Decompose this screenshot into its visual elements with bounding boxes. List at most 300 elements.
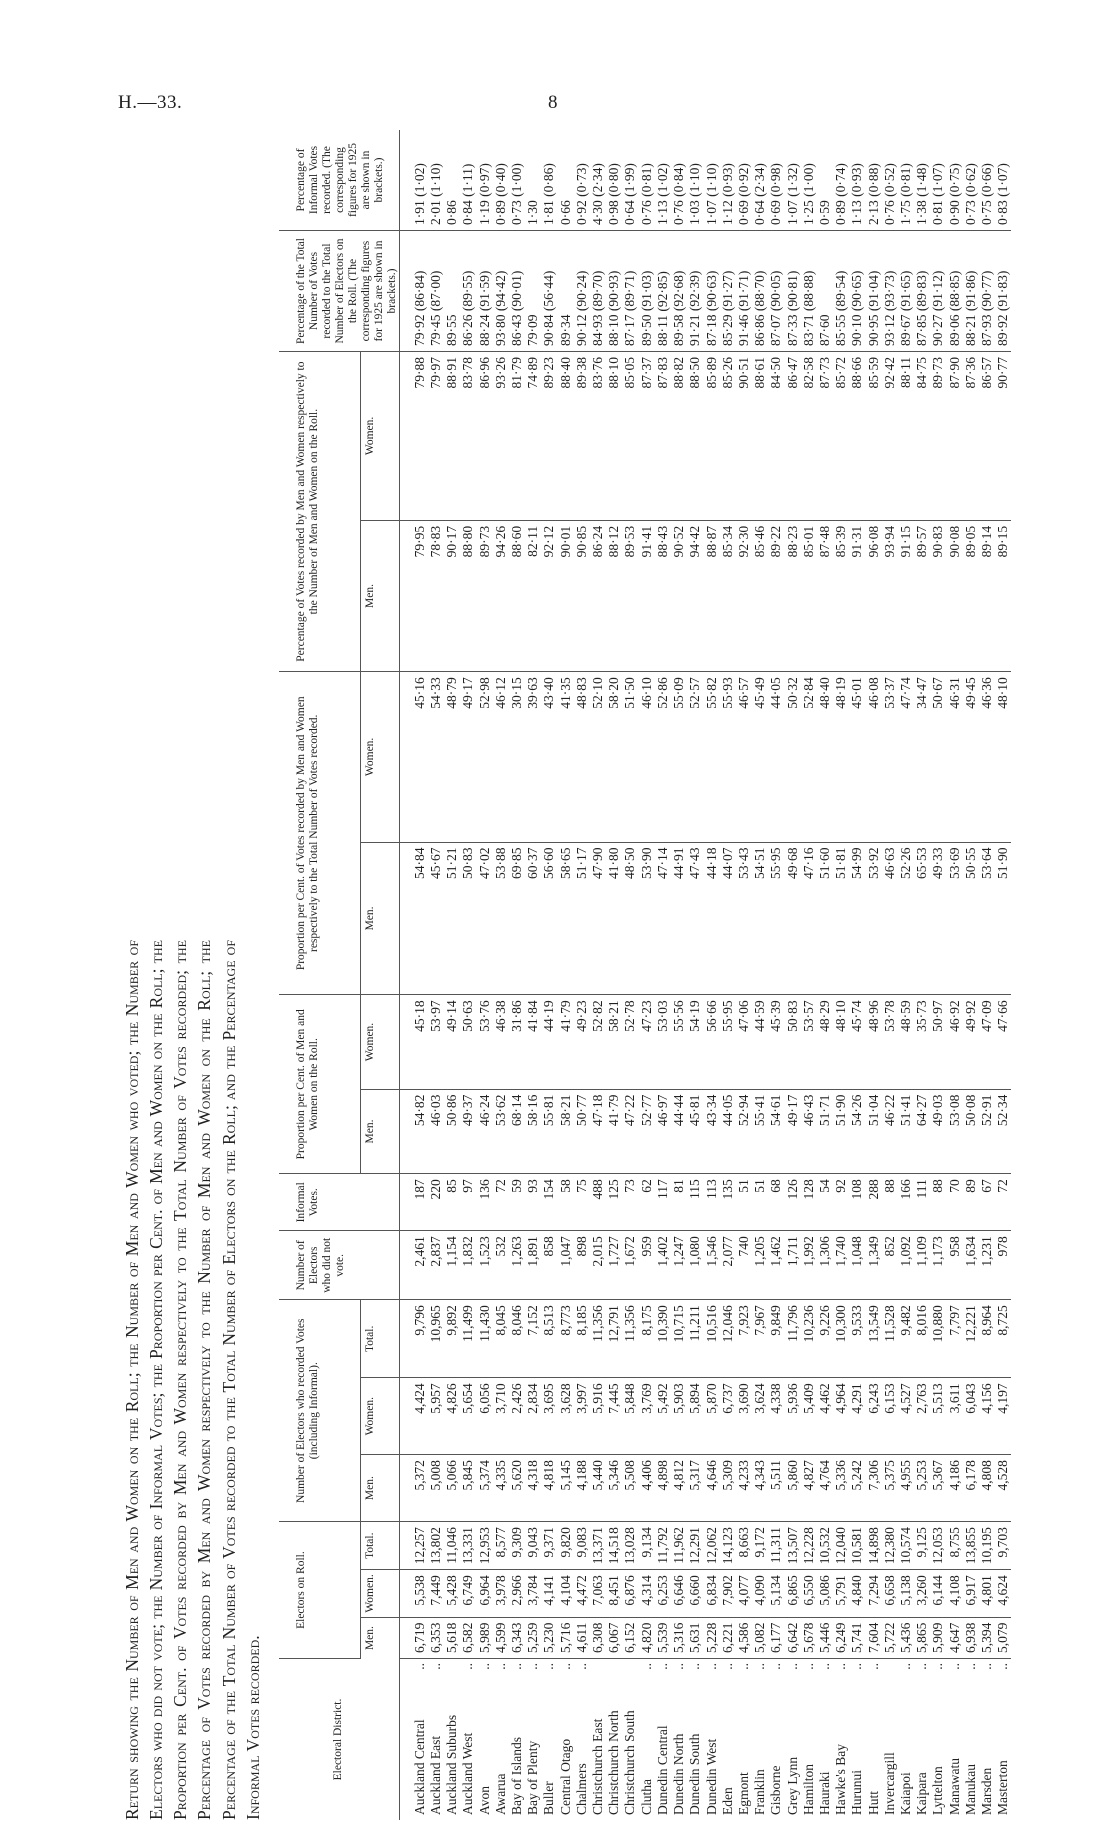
cell-dnv: 858 [541,1231,557,1300]
table-row [606,130,622,1820]
cell-pvw: 48·10 [995,672,1011,842]
cell-vt: 8,175 [639,1300,655,1378]
district-label: Hutt [865,1790,881,1815]
cell-pcw: 83·78 [460,352,476,521]
pct-roll-women-head: Women. [361,352,400,521]
cell-prm: 55·41 [752,1089,768,1174]
cell-vm: 4,343 [752,1455,768,1522]
cell-pvw: 52·98 [477,672,493,842]
cell-pvm: 44·18 [704,842,720,995]
cell-pci: 0·83 (1·07) [995,130,1011,231]
cell-vm: 5,845 [460,1455,476,1522]
cell-prm: 58·16 [525,1089,541,1174]
cell-inf: 85 [444,1174,460,1231]
cell-pct: 88·11 (92·85) [655,231,671,352]
cell-vt: 11,211 [687,1300,703,1378]
cell-prw: 48·96 [866,995,882,1089]
cell-pvm: 53·64 [979,842,995,995]
district-name [541,1659,557,1821]
district-name [622,1659,638,1821]
cell-pvw: 45·01 [849,672,865,842]
cell-rw: 4,314 [639,1570,655,1617]
cell-rt: 10,532 [817,1522,833,1570]
cell-pci: 1·07 (1·32) [785,130,801,231]
cell-pvm: 55·95 [768,842,784,995]
district-label: Auckland West [460,1732,476,1815]
cell-inf: 51 [752,1174,768,1231]
cell-dnv: 1,891 [525,1231,541,1300]
cell-pct: 93·80 (94·42) [493,231,509,352]
district-label: Franklin [752,1769,768,1815]
cell-pvm: 51·81 [833,842,849,995]
voted-women-head: Women. [361,1378,400,1455]
cell-prw: 48·10 [833,995,849,1089]
leader-dots: .. [833,1663,849,1670]
cell-pci: 0·64 (2·34) [752,130,768,231]
cell-vm: 4,188 [574,1455,590,1522]
cell-vt: 7,923 [736,1300,752,1378]
cell-pcm: 91·41 [639,520,655,671]
cell-inf: 72 [493,1174,509,1231]
cell-dnv: 1,832 [460,1231,476,1300]
cell-pct: 88·24 (91·59) [477,231,493,352]
cell-pcm: 92·30 [736,520,752,671]
cell-inf: 54 [817,1174,833,1231]
cell-rt: 12,062 [704,1522,720,1570]
cell-inf: 92 [833,1174,849,1231]
cell-rt: 11,311 [768,1522,784,1570]
cell-rt: 9,172 [752,1522,768,1570]
cell-pcw: 83·76 [590,352,606,521]
cell-vt: 11,356 [622,1300,638,1378]
table-row [833,130,849,1820]
cell-pcw: 85·89 [704,352,720,521]
cell-inf: 117 [655,1174,671,1231]
cell-pvm: 53·43 [736,842,752,995]
cell-rt: 12,257 [399,1522,428,1570]
cell-vm: 4,318 [525,1455,541,1522]
cell-pcw: 86·47 [785,352,801,521]
district-name [399,1659,428,1821]
cell-vw: 4,156 [979,1378,995,1455]
district-label: Dunedin West [703,1738,719,1815]
cell-pcm: 88·60 [509,520,525,671]
cell-rw: 4,472 [574,1570,590,1617]
table-row [590,130,606,1820]
district-name [768,1659,784,1821]
cell-pct: 90·84 (56·44) [541,231,557,352]
cell-vw: 4,338 [768,1378,784,1455]
cell-pcm: 85·34 [720,520,736,671]
cell-rt: 9,820 [558,1522,574,1570]
cell-rw: 2,966 [509,1570,525,1617]
col-roll: Electors on Roll. [279,1522,361,1659]
cell-rt: 9,083 [574,1522,590,1570]
leader-dots: .. [978,1663,994,1670]
table-row [541,130,557,1820]
cell-pvw: 46·10 [639,672,655,842]
cell-inf: 70 [947,1174,963,1231]
table-row [849,130,865,1820]
cell-rt: 14,518 [606,1522,622,1570]
cell-pct: 91·46 (91·71) [736,231,752,352]
cell-pcw: 87·90 [947,352,963,521]
cell-pvw: 55·93 [720,672,736,842]
cell-prw: 46·38 [493,995,509,1089]
cell-prm: 54·26 [849,1089,865,1174]
cell-pvm: 47·16 [801,842,817,995]
table-row [866,130,882,1820]
cell-vw: 4,462 [817,1378,833,1455]
cell-dnv: 1,092 [898,1231,914,1300]
cell-pci: 0·90 (0·75) [947,130,963,231]
cell-prw: 58·21 [606,995,622,1089]
cell-vw: 5,916 [590,1378,606,1455]
cell-pct: 89·34 [558,231,574,352]
cell-dnv: 958 [947,1231,963,1300]
cell-rm: 4,647 [947,1617,963,1658]
cell-vw: 5,492 [655,1378,671,1455]
cell-vt: 10,880 [930,1300,946,1378]
cell-vt: 11,528 [882,1300,898,1378]
cell-rm: 5,909 [930,1617,946,1658]
cell-pcw: 86·57 [979,352,995,521]
cell-inf: 72 [995,1174,1011,1231]
cell-inf: 187 [399,1174,428,1231]
cell-pvw: 53·37 [882,672,898,842]
district-name [590,1659,606,1821]
cell-pci: 1·75 (0·81) [898,130,914,231]
cell-vm: 4,406 [639,1455,655,1522]
cell-vm: 5,317 [687,1455,703,1522]
cell-pcw: 93·26 [493,352,509,521]
cell-vm: 4,335 [493,1455,509,1522]
cell-pct: 89·92 (91·83) [995,231,1011,352]
cell-pcm: 89·73 [477,520,493,671]
roll-men-head: Men. [361,1617,400,1658]
cell-prm: 53·62 [493,1089,509,1174]
district-label: Bay of Islands [509,1737,525,1815]
cell-rt: 13,028 [622,1522,638,1570]
cell-rw: 6,660 [687,1570,703,1617]
cell-pci: 1·38 (1·48) [914,130,930,231]
cell-prw: 47·23 [639,995,655,1089]
district-name [509,1659,525,1821]
cell-pvm: 49·68 [785,842,801,995]
cell-inf: 115 [687,1174,703,1231]
cell-vm: 4,233 [736,1455,752,1522]
cell-inf: 97 [460,1174,476,1231]
cell-pct: 84·93 (89·70) [590,231,606,352]
cell-rm: 6,719 [399,1617,428,1658]
district-label: Awarua [492,1773,508,1815]
table-row [428,130,444,1820]
district-name [671,1659,687,1821]
cell-prw: 54·19 [687,995,703,1089]
cell-rw: 4,104 [558,1570,574,1617]
cell-rm: 6,221 [720,1617,736,1658]
cell-vt: 8,185 [574,1300,590,1378]
cell-pci: 1·91 (1·02) [399,130,428,231]
cell-rt: 12,040 [833,1522,849,1570]
cell-pcw: 85·59 [866,352,882,521]
table-row [817,130,833,1820]
district-name [898,1659,914,1821]
cell-vw: 2,834 [525,1378,541,1455]
cell-rt: 9,043 [525,1522,541,1570]
district-label: Dunedin Central [654,1725,670,1815]
cell-prm: 51·90 [833,1089,849,1174]
cell-pci: 2·01 (1·10) [428,130,444,231]
cell-prm: 46·43 [801,1089,817,1174]
cell-dnv: 1,634 [963,1231,979,1300]
cell-pcw: 85·72 [833,352,849,521]
district-label: Kaipara [914,1772,930,1815]
cell-pcm: 91·15 [898,520,914,671]
cell-vt: 9,533 [849,1300,865,1378]
cell-pvm: 53·90 [639,842,655,995]
cell-prw: 52·78 [622,995,638,1089]
cell-pcm: 79·95 [399,520,428,671]
table-body [399,130,1011,1820]
cell-rw: 4,840 [849,1570,865,1617]
cell-dnv: 1,047 [558,1231,574,1300]
cell-pct: 87·85 (89·83) [914,231,930,352]
table-row [493,130,509,1820]
table-row [930,130,946,1820]
cell-rt: 12,291 [687,1522,703,1570]
cell-prm: 64·27 [914,1089,930,1174]
cell-pci: 4·30 (2·34) [590,130,606,231]
cell-pci: 0·76 (0·52) [882,130,898,231]
cell-pcw: 90·77 [995,352,1011,521]
cell-pci: 0·81 (1·07) [930,130,946,231]
cell-pvw: 50·67 [930,672,946,842]
cell-prw: 45·39 [768,995,784,1089]
cell-rm: 5,079 [995,1617,1011,1658]
cell-pcm: 87·48 [817,520,833,671]
cell-vw: 3,710 [493,1378,509,1455]
cell-vw: 5,513 [930,1378,946,1455]
cell-vt: 11,356 [590,1300,606,1378]
cell-vt: 11,796 [785,1300,801,1378]
cell-prw: 44·19 [541,995,557,1089]
district-name [882,1659,898,1821]
cell-vt: 10,715 [671,1300,687,1378]
cell-vm: 5,008 [428,1455,444,1522]
district-label: Marsden [978,1767,994,1815]
cell-rw: 6,253 [655,1570,671,1617]
cell-pcm: 89·05 [963,520,979,671]
cell-pcm: 94·26 [493,520,509,671]
cell-rw: 6,876 [622,1570,638,1617]
cell-pci: 0·98 (0·80) [606,130,622,231]
cell-pvw: 54·33 [428,672,444,842]
cell-pci: 2·13 (0·88) [866,130,882,231]
cell-vm: 6,178 [963,1455,979,1522]
cell-pci: 1·81 (0·86) [541,130,557,231]
district-label: Christchurch South [622,1710,638,1815]
cell-pct: 87·33 (90·81) [785,231,801,352]
cell-pvw: 43·40 [541,672,557,842]
cell-pvw: 50·32 [785,672,801,842]
cell-inf: 111 [914,1174,930,1231]
col-pct-roll: Percentage of Votes recorded by Men and Women respectively to the Number of Men and Women on the Roll. [279,352,361,672]
cell-vt: 10,300 [833,1300,849,1378]
cell-vm: 4,808 [979,1455,995,1522]
cell-pvw: 52·86 [655,672,671,842]
cell-rm: 6,343 [509,1617,525,1658]
cell-vm: 5,309 [720,1455,736,1522]
leader-dots: .. [460,1663,476,1670]
cell-inf: 89 [963,1174,979,1231]
cell-pvm: 53·92 [866,842,882,995]
district-name [606,1659,622,1821]
cell-prm: 58·21 [558,1089,574,1174]
cell-dnv: 1,048 [849,1231,865,1300]
cell-dnv: 1,231 [979,1231,995,1300]
cell-pvw: 49·45 [963,672,979,842]
cell-pvw: 52·10 [590,672,606,842]
cell-prm: 55·81 [541,1089,557,1174]
cell-prw: 49·23 [574,995,590,1089]
cell-pcw: 92·42 [882,352,898,521]
district-label: Clutha [638,1779,654,1815]
cell-pvw: 39·63 [525,672,541,842]
cell-rm: 6,249 [833,1617,849,1658]
cell-rm: 4,611 [574,1617,590,1658]
cell-prm: 53·08 [947,1089,963,1174]
prop-roll-women-head: Women. [361,995,400,1089]
cell-pci: 1·12 (0·93) [720,130,736,231]
leader-dots: .. [573,1663,589,1670]
cell-pcm: 91·31 [849,520,865,671]
table-row [622,130,638,1820]
cell-vw: 3,997 [574,1378,590,1455]
cell-pcw: 74·89 [525,352,541,521]
prop-roll-men-head: Men. [361,1089,400,1174]
cell-vm: 4,827 [801,1455,817,1522]
cell-rm: 5,228 [704,1617,720,1658]
district-label: Kaiapoi [897,1772,913,1815]
cell-dnv: 1,349 [866,1231,882,1300]
cell-rm: 4,820 [639,1617,655,1658]
cell-dnv: 1,173 [930,1231,946,1300]
cell-inf: 166 [898,1174,914,1231]
cell-inf: 67 [979,1174,995,1231]
cell-prw: 45·18 [399,995,428,1089]
cell-inf: 93 [525,1174,541,1231]
table-row [639,130,655,1820]
cell-rm: 5,316 [671,1617,687,1658]
cell-vt: 10,236 [801,1300,817,1378]
cell-prm: 47·22 [622,1089,638,1174]
table-row [947,130,963,1820]
cell-pvw: 52·57 [687,672,703,842]
cell-rw: 6,658 [882,1570,898,1617]
table-row [768,130,784,1820]
cell-rm: 5,230 [541,1617,557,1658]
district-label: Invercargill [881,1752,897,1815]
cell-rw: 3,260 [914,1570,930,1617]
district-name [785,1659,801,1821]
cell-pct: 93·12 (93·73) [882,231,898,352]
leader-dots: .. [784,1663,800,1670]
cell-pvm: 51·60 [817,842,833,995]
cell-dnv: 2,837 [428,1231,444,1300]
table-title-text: Return showing the Number of Men and Women on the Roll; the Number of Men and Women who voted; the Number of Electors who did not vote; the Number of Informal Votes; the Proportion per Cent. of Men and Women on the Roll; the Proportion per Cent. of Votes recorded by Men and Women respectively to the Total Number of Votes recorded; the Percentage of Votes recorded by Men and Women respectively to the Number of Men and Women on the Roll; the Percentage of the Total Number of Votes recorded to the Total Number of Electors on the Roll; and the Percentage of Informal Votes recorded. [122,940,263,1820]
table-row [671,130,687,1820]
cell-dnv: 959 [639,1231,655,1300]
cell-pcw: 82·58 [801,352,817,521]
cell-pct: 87·17 (89·71) [622,231,638,352]
cell-vw: 3,628 [558,1378,574,1455]
cell-pct: 90·27 (91·12) [930,231,946,352]
cell-pcm: 89·57 [914,520,930,671]
cell-pci: 0·89 (0·40) [493,130,509,231]
cell-pcm: 89·15 [995,520,1011,671]
cell-pct: 79·92 (86·84) [399,231,428,352]
cell-pvw: 44·05 [768,672,784,842]
cell-dnv: 1,711 [785,1231,801,1300]
district-name [444,1659,460,1821]
cell-prw: 50·63 [460,995,476,1089]
cell-pcm: 88·87 [704,520,720,671]
cell-pcm: 88·23 [785,520,801,671]
cell-pvm: 47·02 [477,842,493,995]
cell-pcm: 89·22 [768,520,784,671]
prop-votes-men-head: Men. [361,842,400,995]
table-row [752,130,768,1820]
cell-inf: 75 [574,1174,590,1231]
cell-vw: 2,763 [914,1378,930,1455]
cell-rt: 8,755 [947,1522,963,1570]
cell-pvm: 54·51 [752,842,768,995]
cell-pcw: 88·91 [444,352,460,521]
cell-rm: 5,394 [979,1617,995,1658]
cell-pct: 83·71 (88·88) [801,231,817,352]
cell-prm: 50·08 [963,1089,979,1174]
cell-rm: 5,436 [898,1617,914,1658]
cell-prw: 50·83 [785,995,801,1089]
cell-prw: 53·97 [428,995,444,1089]
cell-pcm: 90·17 [444,520,460,671]
cell-pci: 0·59 [817,130,833,231]
cell-inf: 154 [541,1174,557,1231]
leader-dots: .. [703,1663,719,1670]
cell-vt: 8,513 [541,1300,557,1378]
district-label: Eden [719,1787,735,1815]
cell-prw: 47·66 [995,995,1011,1089]
cell-pvm: 51·90 [995,842,1011,995]
district-label: Auckland Central [411,1719,427,1815]
cell-pcw: 85·26 [720,352,736,521]
cell-pvm: 41·80 [606,842,622,995]
cell-rw: 6,646 [671,1570,687,1617]
cell-pcw: 86·96 [477,352,493,521]
cell-inf: 81 [671,1174,687,1231]
cell-pcw: 88·61 [752,352,768,521]
cell-pvm: 47·43 [687,842,703,995]
roll-total-head: Total. [361,1522,400,1570]
cell-rm: 6,067 [606,1617,622,1658]
cell-dnv: 1,263 [509,1231,525,1300]
cell-rm: 6,152 [622,1617,638,1658]
leader-dots: .. [865,1663,881,1670]
cell-vm: 7,306 [866,1455,882,1522]
cell-vm: 4,186 [947,1455,963,1522]
table-row [963,130,979,1820]
